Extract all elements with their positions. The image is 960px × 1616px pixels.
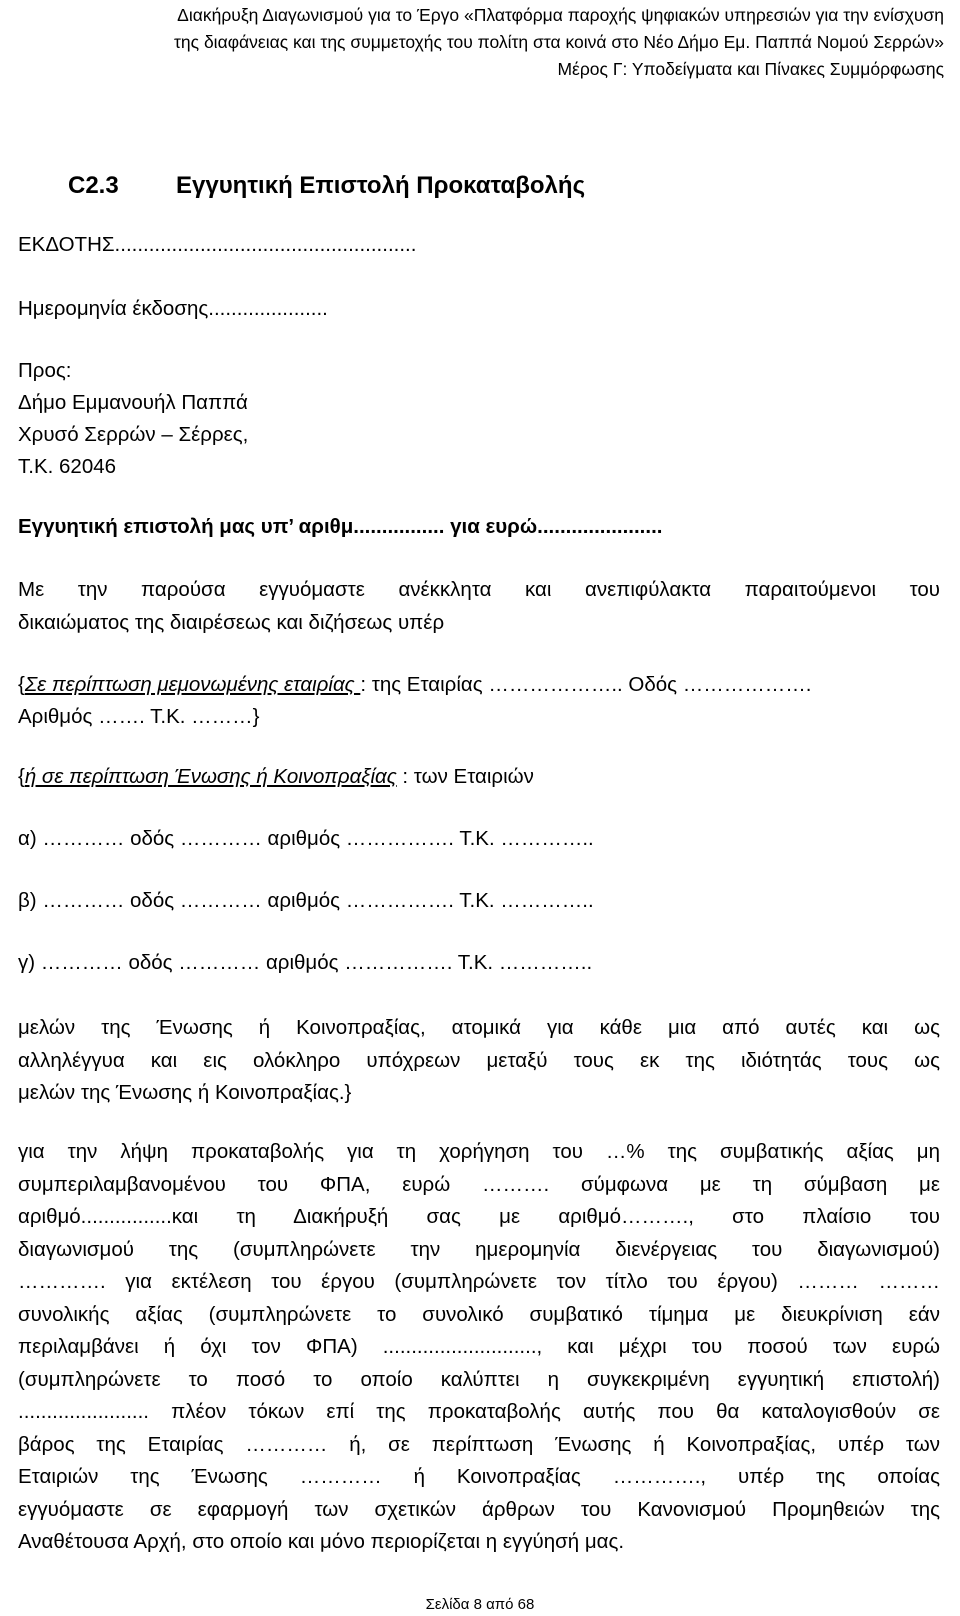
- recipient-address: Χρυσό Σερρών – Σέρρες,: [18, 423, 249, 446]
- single-company-line-2: Αριθμός ……. Τ.Κ. ………}: [18, 705, 260, 728]
- guarantee-number-line: Εγγυητική επιστολή μας υπ’ αριθμ................ για ευρώ......................: [18, 515, 663, 538]
- terms-line: Εταιριών της Ένωσης ………… ή Κοινοπραξίας …………., υπέρ της οποίας: [18, 1465, 940, 1488]
- page-header: [24, 2, 944, 83]
- member-b: β) ………… οδός ………… αριθμός ……………. Τ.Κ. …………..: [18, 889, 594, 912]
- brace-open: {: [18, 673, 25, 696]
- recipient-postcode: Τ.Κ. 62046: [18, 455, 117, 478]
- paragraph-intro-line-2: δικαιώματος της διαιρέσεως και διζήσεως υπέρ: [18, 610, 445, 634]
- terms-line: συμπεριλαμβανομένου του ΦΠΑ, ευρώ ………. σύμφωνα με τη σύμβαση με: [18, 1172, 940, 1196]
- terms-line: (συμπληρώνετε το ποσό το οποίο καλύπτει η συγκεκριμένη εγγυητική επιστολή): [18, 1367, 940, 1391]
- consortium-label: ή σε περίπτωση Ένωσης ή Κοινοπραξίας: [24, 765, 397, 788]
- terms-line: αριθμό................και τη Διακήρυξή σας με αριθμό………., στο πλαίσιο του: [18, 1205, 940, 1228]
- terms-line: Αναθέτουσα Αρχή, στο οποίο και μόνο περιορίζεται η εγγύησή μας.: [18, 1530, 625, 1553]
- section-title: [68, 172, 585, 200]
- single-company-line: [18, 672, 811, 698]
- terms-line: για την λήψη προκαταβολής για τη χορήγηση του …% της συμβατικής αξίας μη: [18, 1140, 940, 1163]
- terms-line: …………. για εκτέλεση του έργου (συμπληρώνετε τον τίτλο του έργου) ……… ………: [18, 1270, 940, 1293]
- terms-line: βάρος της Εταιρίας ………… ή, σε περίπτωση Ένωσης ή Κοινοπραξίας, υπέρ των: [18, 1432, 940, 1456]
- paragraph-intro-line-1: Με την παρούσα εγγυόμαστε ανέκκλητα και ανεπιφύλακτα παραιτούμενοι του: [18, 578, 940, 601]
- member-c: γ) ………… οδός ………… αριθμός ……………. Τ.Κ. …………..: [18, 951, 593, 974]
- recipient-to: Προς:: [18, 359, 72, 382]
- page-number: Σελίδα 8 από 68: [425, 1596, 535, 1613]
- issuer-line: ΕΚΔΟΤΗΣ.....................................................: [18, 233, 417, 256]
- header-line-1: Διακήρυξη Διαγωνισμού για το Έργο «Πλατφόρμα παροχής ψηφιακών υπηρεσιών για την ενίσχυση: [177, 5, 944, 25]
- issue-date-line: Ημερομηνία έκδοσης.....................: [18, 297, 328, 320]
- section-number: C2.3: [68, 172, 119, 199]
- paragraph-terms: [18, 1136, 940, 1559]
- section-heading: Εγγυητική Επιστολή Προκαταβολής: [176, 172, 586, 199]
- consortium-details: : των Εταιριών: [396, 765, 534, 788]
- paragraph-members-line-3: μελών της Ένωσης ή Κοινοπραξίας.}: [18, 1081, 352, 1104]
- terms-line: περιλαμβάνει ή όχι τον ΦΠΑ) ..........................., και μέχρι του ποσού των ευρώ: [18, 1335, 940, 1358]
- consortium-line: [18, 764, 534, 790]
- recipient-name: Δήμο Εμμανουήλ Παππά: [18, 391, 248, 414]
- paragraph-members-line-1: μελών της Ένωσης ή Κοινοπραξίας, ατομικά για κάθε μια από αυτές και ως: [18, 1016, 940, 1039]
- paragraph-members-line-2: αλληλέγγυα και εις ολόκληρο υπόχρεων μεταξύ τους εκ της ιδιότητάς τους ως: [18, 1048, 940, 1072]
- member-a: α) ………… οδός ………… αριθμός ……………. Τ.Κ. …………..: [18, 827, 594, 850]
- terms-line: διαγωνισμού της (συμπληρώνετε την ημερομηνία διενέργειας του διαγωνισμού): [18, 1237, 940, 1261]
- paragraph-members: [18, 1012, 940, 1110]
- brace-open: {: [18, 765, 25, 788]
- single-company-details: : της Εταιρίας ……………….. Οδός ……………….: [360, 673, 812, 696]
- paragraph-intro: [18, 574, 940, 639]
- header-line-3: Μέρος Γ: Υποδείγματα και Πίνακες Συμμόρφωσης: [557, 59, 944, 79]
- terms-line: συνολικής αξίας (συμπληρώνετε το συνολικό συμβατικό τίμημα με διευκρίνιση εάν: [18, 1302, 940, 1326]
- header-line-2: της διαφάνειας και της συμμετοχής του πολίτη στα κοινά στο Νέο Δήμο Εμ. Παππά Νομού Σερρών»: [174, 32, 944, 52]
- single-company-label: Σε περίπτωση μεμονωμένης εταιρίας: [24, 673, 361, 696]
- terms-line: ....................... πλέον τόκων επί της προκαταβολής αυτής που θα καταλογισθούν σε: [18, 1400, 940, 1423]
- terms-line: εγγυόμαστε σε εφαρμογή των σχετικών άρθρων του Κανονισμού Προμηθειών της: [18, 1497, 940, 1521]
